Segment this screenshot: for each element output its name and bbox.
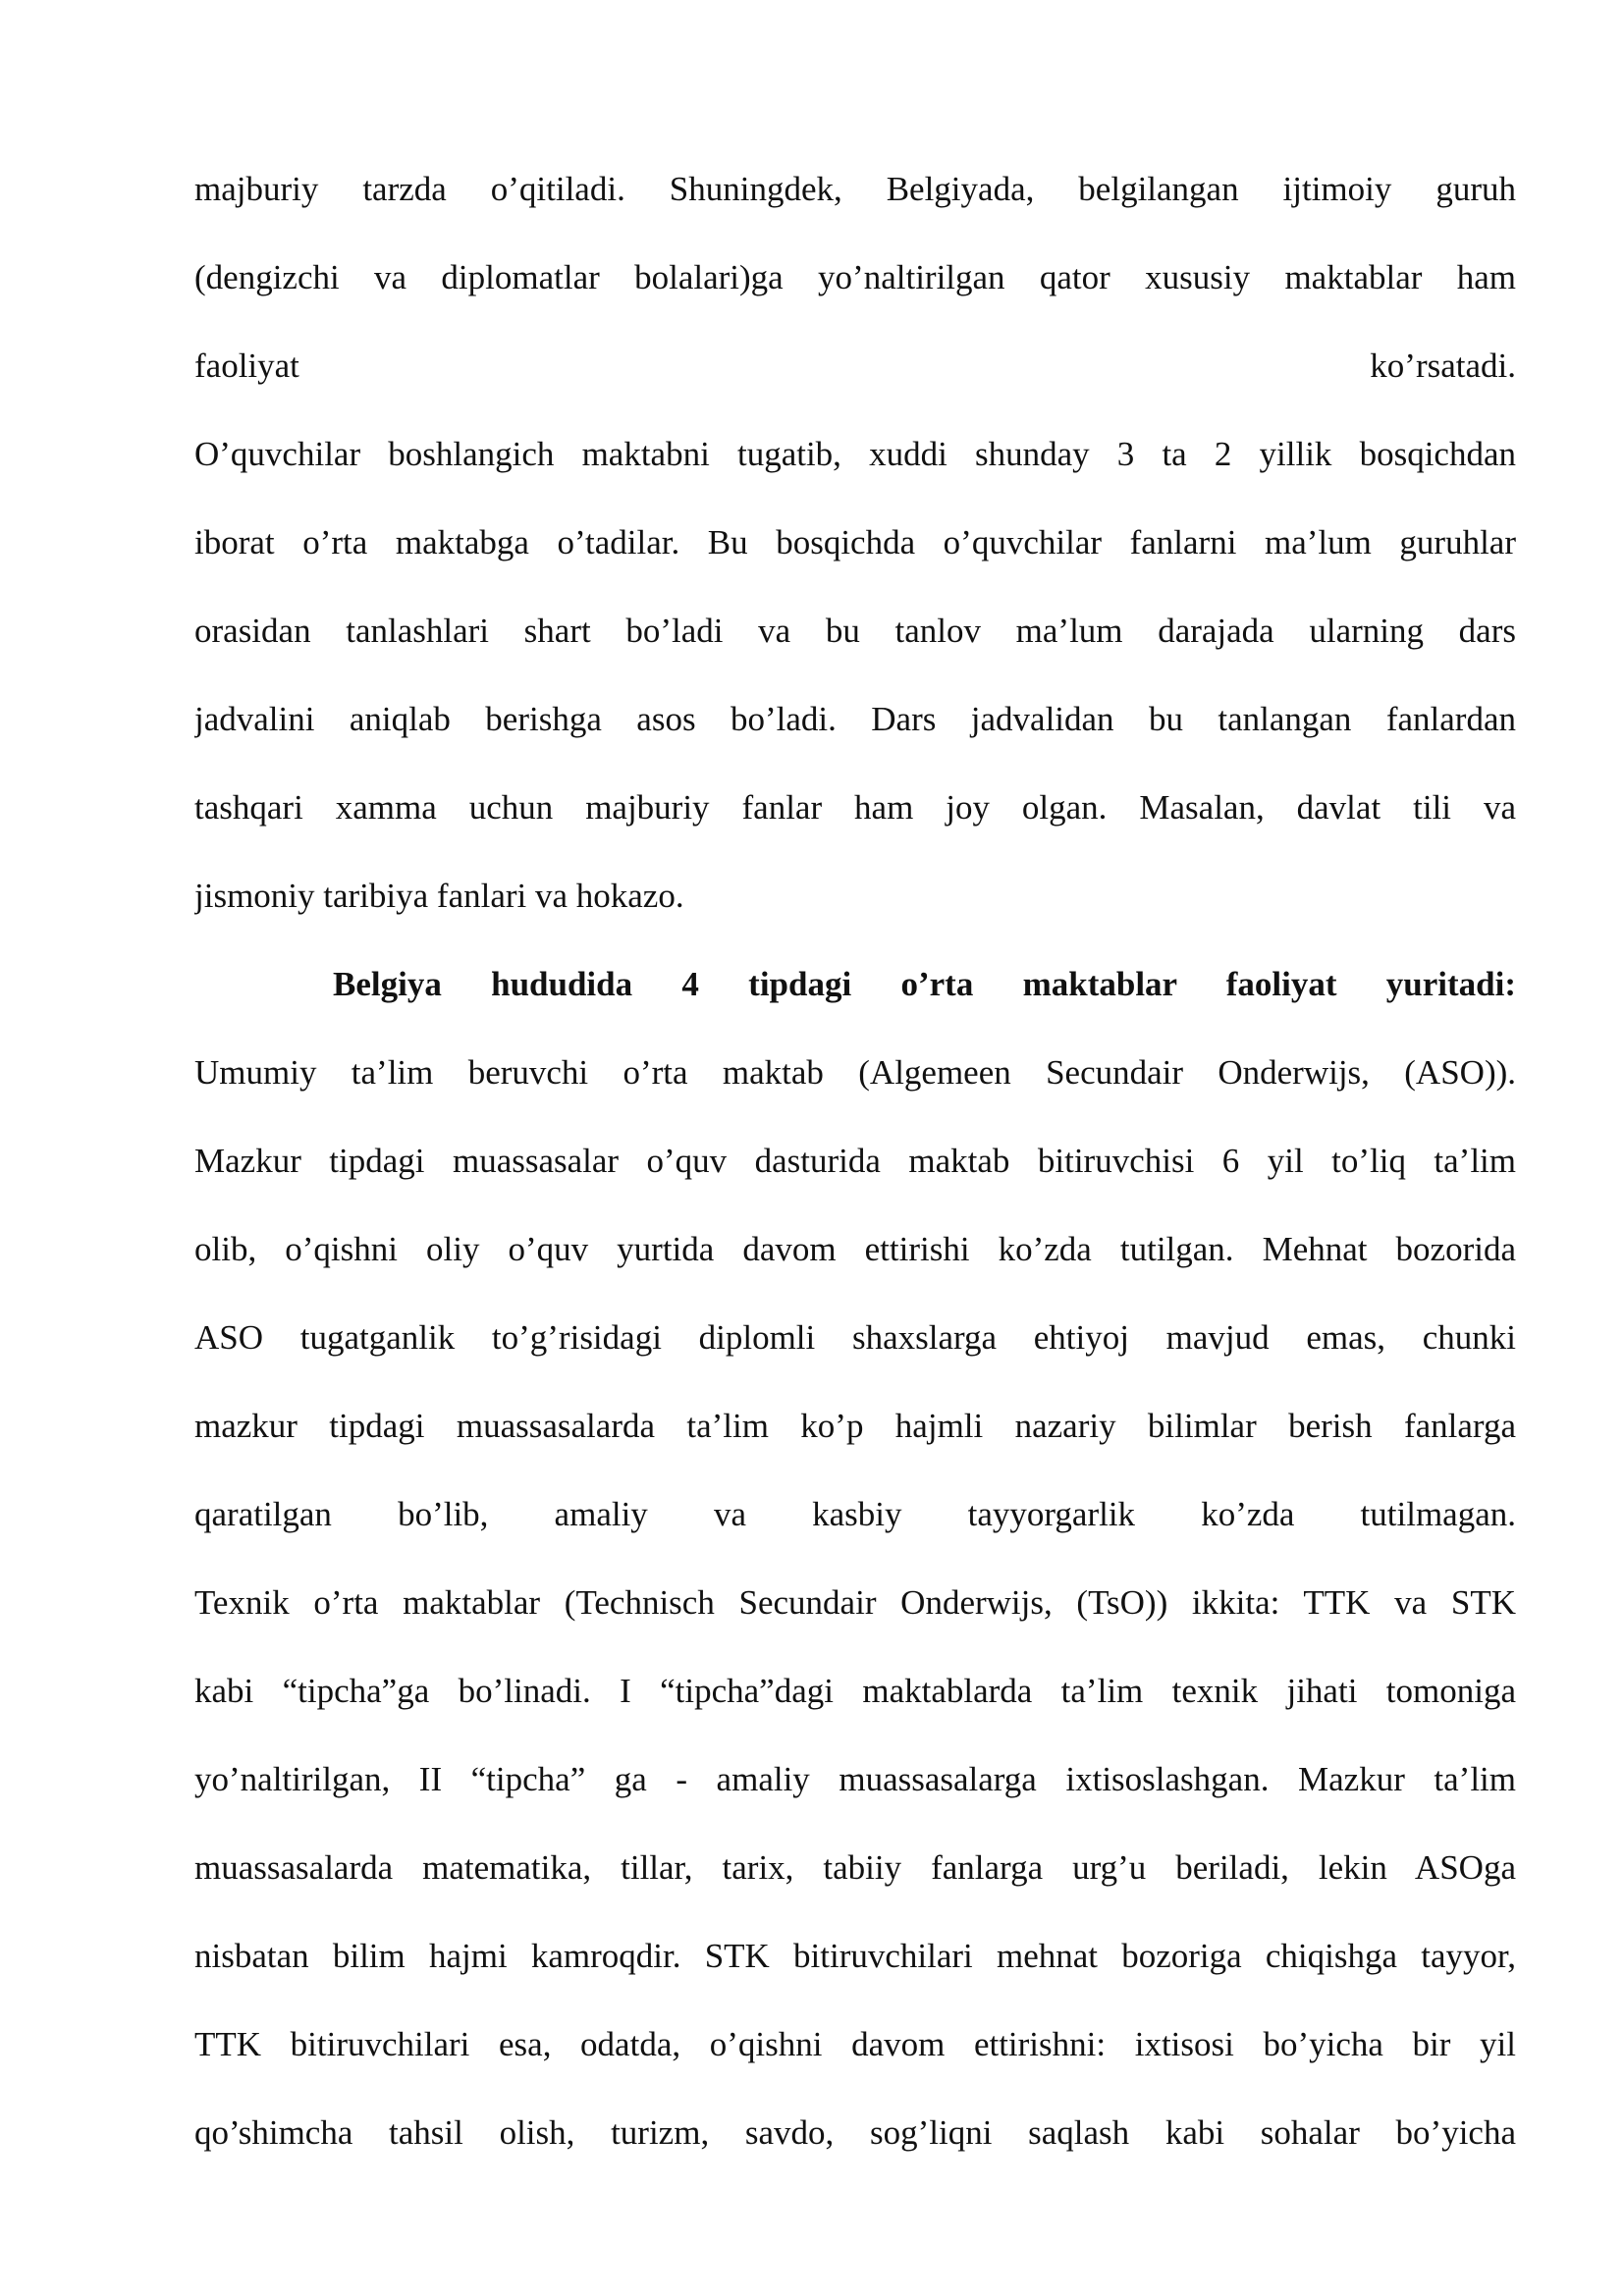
text-line: Texnik o’rta maktablar (Technisch Secundair Onderwijs, (TsO)) ikkita: TTK va STK [194, 1583, 1516, 1622]
text-line: ASO tugatganlik to’g’risidagi diplomli shaxslarga ehtiyoj mavjud emas, chunki [194, 1318, 1516, 1357]
body-text [194, 145, 1516, 2177]
text-line: yo’naltirilgan, II “tipcha” ga - amaliy muassasalarga ixtisoslashgan. Mazkur ta’lim [194, 1760, 1516, 1798]
text-line: olib, o’qishni oliy o’quv yurtida davom ettirishi ko’zda tutilgan. Mehnat bozorida [194, 1230, 1516, 1268]
text-line: tashqari xamma uchun majburiy fanlar ham joy olgan. Masalan, davlat tili va [194, 788, 1516, 827]
text-line: qo’shimcha tahsil olish, turizm, savdo, sog’liqni saqlash kabi sohalar bo’yicha [194, 2113, 1516, 2152]
text-line: iborat o’rta maktabga o’tadilar. Bu bosqichda o’quvchilar fanlarni ma’lum guruhlar [194, 523, 1516, 561]
text-line: O’quvchilar boshlangich maktabni tugatib, xuddi shunday 3 ta 2 yillik bosqichdan [194, 435, 1516, 473]
text-line: muassasalarda matematika, tillar, tarix, tabiiy fanlarga urg’u beriladi, lekin ASOga [194, 1848, 1516, 1887]
section-heading: Belgiya hududida 4 tipdagi o’rta maktablar faoliyat yuritadi: [333, 965, 1516, 1003]
text-line: Umumiy ta’lim beruvchi o’rta maktab (Algemeen Secundair Onderwijs, (ASO)). [194, 1053, 1516, 1092]
text-line: mazkur tipdagi muassasalarda ta’lim ko’p hajmli nazariy bilimlar berish fanlarga [194, 1407, 1516, 1445]
text-line: orasidan tanlashlari shart bo’ladi va bu tanlov ma’lum darajada ularning dars [194, 612, 1516, 650]
text-line: qaratilgan bo’lib, amaliy va kasbiy tayyorgarlik ko’zda tutilmagan. [194, 1495, 1516, 1533]
text-line: Mazkur tipdagi muassasalar o’quv dasturida maktab bitiruvchisi 6 yil to’liq ta’lim [194, 1142, 1516, 1180]
text-line: majburiy tarzda o’qitiladi. Shuningdek, Belgiyada, belgilangan ijtimoiy guruh [194, 170, 1516, 208]
text-line: faoliyat ko’rsatadi. [194, 347, 1516, 385]
text-line: jismoniy taribiya fanlari va hokazo. [194, 877, 684, 915]
text-line: jadvalini aniqlab berishga asos bo’ladi. Dars jadvalidan bu tanlangan fanlardan [194, 700, 1516, 738]
text-line: TTK bitiruvchilari esa, odatda, o’qishni davom ettirishni: ixtisosi bo’yicha bir yil [194, 2025, 1516, 2063]
text-line: kabi “tipcha”ga bo’linadi. I “tipcha”dagi maktablarda ta’lim texnik jihati tomoniga [194, 1672, 1516, 1710]
text-line: nisbatan bilim hajmi kamroqdir. STK bitiruvchilari mehnat bozoriga chiqishga tayyor, [194, 1937, 1516, 1975]
text-line: (dengizchi va diplomatlar bolalari)ga yo’naltirilgan qator xususiy maktablar ham [194, 258, 1516, 296]
